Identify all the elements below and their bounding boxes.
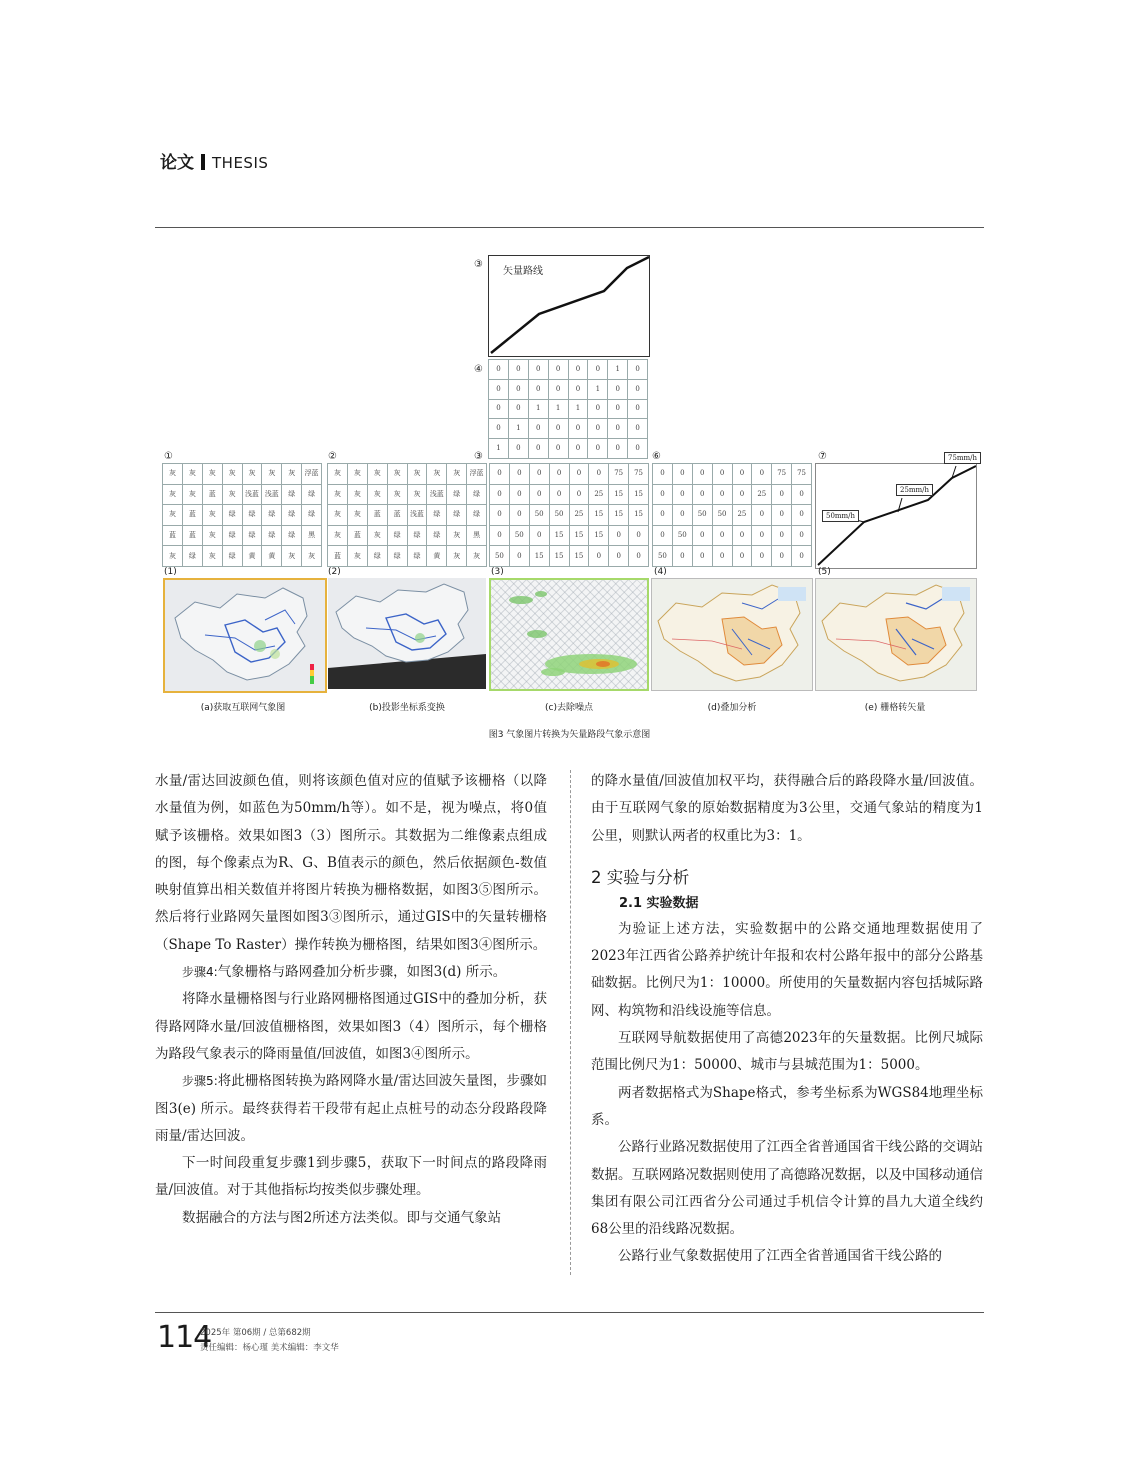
segment-vector-panel [815,454,978,569]
grid-cell: 0 [568,360,588,380]
grid-cell: 灰 [447,464,467,485]
grid-cell: 1 [508,419,528,439]
grid-cell: 绿 [242,525,262,546]
panel-num-3: ③ [474,451,483,462]
grid-cell: 灰 [202,546,222,567]
map-num-5: (5) [818,567,831,577]
grid-cell: 0 [628,439,648,459]
right-paragraph-5: 公路行业路况数据使用了江西全省普通国省干线公路的交调站数据。互联网路况数据则使用了高德路况数据，以及中国移动通信集团有限公司江西省分公司通过手机信令计算的昌九大道全线约68公里的沿线路况数据。 [591,1139,983,1238]
grid-cell: 0 [528,419,548,439]
grid-cell: 0 [588,399,608,419]
grid-cell: 15 [609,484,629,505]
grid-cell: 绿 [302,484,322,505]
grid-row [328,484,487,505]
grid-cell: 浮蓝 [302,464,322,485]
grid-cell: 蓝 [182,505,202,526]
grid-row [489,379,648,399]
left-column [155,768,547,1232]
grid-cell: 绿 [222,525,242,546]
grid-cell: 绿 [367,546,387,567]
grid-row [163,546,322,567]
grid-cell: 15 [609,505,629,526]
grid-cell: 0 [712,525,732,546]
grid-cell: 0 [752,464,772,485]
grid-row [490,525,649,546]
grid-cell: 灰 [407,464,427,485]
column-divider [570,770,571,1275]
grid-cell: 灰 [222,464,242,485]
grid-cell: 0 [490,484,510,505]
step4-text: 气象栅格与路网叠加分析步骤，如图3(d) 所示。 [217,964,507,981]
grid-cell: 0 [508,399,528,419]
running-header [160,148,268,173]
map-denoised [489,578,649,691]
header-section-en: THESIS [212,154,269,172]
panel-num-6: ⑥ [652,451,661,462]
grid-cell: 绿 [282,484,302,505]
grid-cell: 0 [509,464,529,485]
grid-cell: 50 [529,505,549,526]
grid-cell: 蓝 [387,505,407,526]
color-grid-original [162,463,322,567]
value-grid-overlay [652,463,812,567]
grid-cell: 0 [712,464,732,485]
color-grid-projected [327,463,487,567]
value-grid-precip [489,463,649,567]
grid-cell: 灰 [347,464,367,485]
grid-cell: 浮蓝 [467,464,487,485]
right-paragraph-4: 两者数据格式为Shape格式，参考坐标系为WGS84地理坐标系。 [591,1084,983,1128]
grid-cell: 0 [589,464,609,485]
grid-cell: 绿 [427,505,447,526]
grid-cell: 0 [772,546,792,567]
grid-cell: 0 [792,484,812,505]
grid-cell: 0 [588,360,608,380]
grid-row [653,484,812,505]
left-paragraph-4: 数据融合的方法与图2所述方法类似。即与交通气象站 [182,1209,502,1226]
subcaption-b: (b)投影坐标系变换 [369,703,445,713]
left-paragraph-2: 将降水量栅格图与行业路网栅格图通过GIS中的叠加分析，获得路网降水量/回波值栅格图，效果如图3（4）图所示，每个栅格为路段气象表示的降雨量值/回波值，如图3④图所示。 [155,991,547,1062]
subcaption-c: (c)去除噪点 [545,703,593,713]
grid-row [490,484,649,505]
grid-cell: 绿 [182,546,202,567]
grid-cell: 0 [490,464,510,485]
grid-cell: 0 [508,360,528,380]
step5-label: 步骤5: [182,1074,218,1089]
grid-cell: 0 [569,464,589,485]
grid-cell: 15 [629,505,649,526]
seg-label-25: 25mm/h [896,484,933,496]
grid-cell: 0 [772,525,792,546]
section-title: 2 实验与分析 [591,867,690,887]
grid-cell: 0 [629,546,649,567]
grid-cell: 灰 [242,464,262,485]
grid-cell: 黑 [467,525,487,546]
grid-row [490,505,649,526]
map-vector [815,578,977,691]
panel-num-road-raster: ④ [474,364,483,375]
grid-cell: 0 [672,464,692,485]
grid-cell: 浅蓝 [262,484,282,505]
grid-cell: 0 [528,360,548,380]
panel-num-1: ① [164,451,173,462]
grid-cell: 0 [629,525,649,546]
china-map-overlay [652,579,812,690]
grid-cell: 0 [509,546,529,567]
grid-cell: 0 [692,546,712,567]
grid-cell: 灰 [163,505,183,526]
grid-row [489,399,648,419]
map-num-4: (4) [654,567,667,577]
grid-cell: 灰 [302,546,322,567]
grid-row [328,464,487,485]
grid-cell: 绿 [387,525,407,546]
grid-cell: 0 [628,360,648,380]
grid-cell: 0 [508,379,528,399]
grid-cell: 灰 [367,484,387,505]
right-paragraph-6: 公路行业气象数据使用了江西全省普通国省干线公路的 [618,1248,942,1265]
grid-cell: 灰 [202,525,222,546]
grid-cell: 灰 [163,464,183,485]
vector-route-label: 矢量路线 [503,266,543,277]
grid-cell: 灰 [163,484,183,505]
subcaption-e: (e) 栅格转矢量 [864,703,926,713]
grid-cell: 0 [569,484,589,505]
panel-num-7: ⑦ [818,451,827,462]
subsection-title: 2.1 实验数据 [619,895,699,911]
grid-cell: 0 [732,464,752,485]
grid-cell: 绿 [427,525,447,546]
grid-cell: 0 [489,419,509,439]
grid-cell: 75 [609,464,629,485]
seg-label-50: 50mm/h [822,510,859,522]
grid-cell: 25 [569,505,589,526]
grid-cell: 0 [529,484,549,505]
grid-cell: 灰 [262,464,282,485]
grid-cell: 0 [489,360,509,380]
grid-cell: 0 [692,525,712,546]
grid-cell: 15 [549,525,569,546]
grid-cell: 0 [568,439,588,459]
grid-cell: 0 [528,379,548,399]
grid-cell: 灰 [328,505,348,526]
grid-cell: 0 [653,525,673,546]
map-num-3: (3) [491,567,504,577]
page-number: 114 [157,1320,212,1355]
grid-cell: 0 [628,379,648,399]
grid-cell: 灰 [367,525,387,546]
footer-rule [155,1312,984,1313]
footer-editors: 责任编辑：杨心瑾 美术编辑：李文华 [200,1343,339,1353]
grid-cell: 0 [549,484,569,505]
grid-cell: 0 [609,525,629,546]
grid-cell: 50 [509,525,529,546]
subcaption-a: (a)获取互联网气象图 [200,703,286,713]
grid-cell: 0 [608,399,628,419]
step5-text: 将此栅格图转换为路网降水量/雷达回波矢量图，步骤如图3(e) 所示。最终获得若干段带有起止点桩号的动态分段路段降雨量/雷达回波。 [155,1073,547,1144]
grid-cell: 0 [732,525,752,546]
grid-cell: 15 [569,546,589,567]
grid-cell: 灰 [282,464,302,485]
grid-cell: 25 [589,484,609,505]
grid-cell: 0 [489,399,509,419]
grid-cell: 灰 [282,546,302,567]
grid-cell: 0 [529,525,549,546]
grid-cell: 灰 [427,464,447,485]
grid-cell: 蓝 [328,546,348,567]
grid-cell: 绿 [407,525,427,546]
left-paragraph-1: 水量/雷达回波颜色值，则将该颜色值对应的值赋予该栅格（以降水量值为例，如蓝色为50mm/h等）。如不是，视为噪点，将0值赋予该栅格。效果如图3（3）图所示。其数据为二维像素点组成的图，每个像素点为R、G、B值表示的颜色，然后依据颜色-数值映射值算出相关数值并将图片转换为栅格数据，如图3⑤图所示。然后将行业路网矢量图如图3③图所示，通过GIS中的矢量转栅格（Shape To Raster）操作转换为栅格图，结果如图3④图所示。 [155,773,547,953]
grid-cell: 0 [792,546,812,567]
grid-cell: 15 [629,484,649,505]
panel-num-vector: ③ [474,259,483,270]
grid-cell: 0 [509,505,529,526]
grid-cell: 蓝 [202,484,222,505]
grid-cell: 灰 [467,546,487,567]
grid-cell: 0 [752,546,772,567]
grid-cell: 绿 [407,546,427,567]
grid-cell: 0 [490,525,510,546]
grid-cell: 0 [608,419,628,439]
header-divider [201,154,205,170]
grid-cell: 0 [589,546,609,567]
left-paragraph-3: 下一时间段重复步骤1到步骤5，获取下一时间点的路段降雨量/回波值。对于其他指标均按类似步骤处理。 [155,1155,547,1199]
grid-cell: 灰 [222,484,242,505]
grid-cell: 0 [548,360,568,380]
grid-row [163,505,322,526]
grid-cell: 0 [588,419,608,439]
grid-cell: 0 [548,439,568,459]
map-projected [328,578,486,689]
grid-cell: 绿 [222,505,242,526]
map-overlay [651,578,813,691]
grid-cell: 50 [672,525,692,546]
grid-cell: 0 [752,505,772,526]
subcaption-d: (d)叠加分析 [707,703,757,713]
grid-cell: 15 [589,525,609,546]
grid-cell: 灰 [347,505,367,526]
grid-cell: 1 [528,399,548,419]
grid-cell: 绿 [387,546,407,567]
grid-cell: 灰 [387,464,407,485]
grid-cell: 灰 [163,546,183,567]
grid-cell: 灰 [387,484,407,505]
grid-cell: 灰 [347,484,367,505]
grid-cell: 0 [528,439,548,459]
grid-cell: 0 [490,505,510,526]
header-section-cn: 论文 [160,153,194,173]
grid-cell: 15 [569,525,589,546]
grid-cell: 绿 [262,525,282,546]
grid-cell: 0 [672,546,692,567]
grid-row [653,505,812,526]
road-raster-grid [488,359,648,459]
china-map-projected [328,578,486,689]
grid-cell: 0 [692,484,712,505]
grid-cell: 灰 [407,484,427,505]
grid-cell: 0 [672,505,692,526]
grid-cell: 0 [772,484,792,505]
vector-route-panel [488,255,650,357]
grid-cell: 灰 [182,464,202,485]
grid-cell: 灰 [202,464,222,485]
grid-cell: 0 [792,525,812,546]
grid-cell: 75 [792,464,812,485]
grid-cell: 0 [548,379,568,399]
grid-cell: 蓝 [182,525,202,546]
grid-cell: 15 [529,546,549,567]
header-rule [155,227,984,228]
grid-cell: 0 [509,484,529,505]
grid-cell: 0 [588,439,608,459]
grid-cell: 绿 [282,525,302,546]
grid-cell: 绿 [447,484,467,505]
vector-route-line [491,257,649,353]
grid-cell: 蓝 [347,525,367,546]
grid-cell: 灰 [447,525,467,546]
grid-row [653,464,812,485]
seg-label-75: 75mm/h [944,452,981,464]
grid-row [328,546,487,567]
grid-cell: 15 [589,505,609,526]
panel-num-2: ② [328,451,337,462]
grid-cell: 50 [712,505,732,526]
map-raw-weather [163,578,327,693]
grid-cell: 15 [549,546,569,567]
grid-cell: 0 [608,379,628,399]
right-paragraph-2: 为验证上述方法，实验数据中的公路交通地理数据使用了2023年江西省公路养护统计年报和农村公路年报中的部分公路基础数据。比例尺为1：10000。所使用的矢量数据内容包括城际路网、构筑物和沿线设施等信息。 [591,920,983,1019]
grid-row [163,484,322,505]
grid-cell: 1 [489,439,509,459]
grid-row [163,464,322,485]
grid-cell: 0 [772,505,792,526]
grid-cell: 1 [568,399,588,419]
grid-cell: 0 [653,464,673,485]
grid-cell: 灰 [447,546,467,567]
grid-cell: 0 [548,419,568,439]
grid-cell: 0 [672,484,692,505]
grid-cell: 50 [692,505,712,526]
grid-cell: 0 [732,484,752,505]
grid-cell: 灰 [367,464,387,485]
grid-cell: 25 [752,484,772,505]
grid-cell: 黑 [302,525,322,546]
precip-blobs [491,580,647,689]
grid-cell: 灰 [182,484,202,505]
right-paragraph-1: 的降水量值/回波值加权平均，获得融合后的路段降水量/回波值。由于互联网气象的原始数据精度为3公里，交通气象站的精度为1公里，则默认两者的权重比为3：1。 [591,773,983,844]
map-num-2: (2) [328,567,341,577]
grid-row [489,419,648,439]
figure-caption: 图3 气象图片转换为矢量路段气象示意图 [488,730,651,740]
grid-cell: 0 [628,399,648,419]
grid-cell: 50 [490,546,510,567]
grid-cell: 1 [548,399,568,419]
grid-cell: 0 [653,505,673,526]
grid-cell: 浅蓝 [427,484,447,505]
grid-cell: 绿 [242,505,262,526]
grid-cell: 25 [732,505,752,526]
grid-row [163,525,322,546]
grid-cell: 绿 [302,505,322,526]
grid-cell: 0 [752,525,772,546]
grid-cell: 0 [792,505,812,526]
right-column [591,768,983,1271]
right-paragraph-3: 互联网导航数据使用了高德2023年的矢量数据。比例尺城际范围比例尺为1：50000、城市与县城范围为1：5000。 [591,1030,983,1074]
grid-cell: 蓝 [367,505,387,526]
footer-issue: 2025年 第06期 / 总第682期 [200,1328,311,1338]
grid-cell: 50 [549,505,569,526]
map-num-1: (1) [164,567,177,577]
grid-cell: 75 [629,464,649,485]
grid-row [653,525,812,546]
grid-row [489,439,648,459]
grid-cell: 灰 [202,505,222,526]
grid-row [490,464,649,485]
grid-cell: 黄 [242,546,262,567]
grid-cell: 黄 [427,546,447,567]
grid-cell: 0 [692,464,712,485]
grid-cell: 灰 [328,525,348,546]
grid-cell: 浅蓝 [242,484,262,505]
grid-cell: 0 [628,419,648,439]
grid-cell: 0 [712,546,732,567]
grid-cell: 0 [568,419,588,439]
grid-cell: 绿 [447,505,467,526]
china-map-raw [165,580,325,691]
grid-cell: 0 [568,379,588,399]
grid-cell: 0 [549,464,569,485]
grid-row [328,525,487,546]
grid-row [653,546,812,567]
grid-cell: 1 [588,379,608,399]
grid-cell: 75 [772,464,792,485]
grid-cell: 0 [653,484,673,505]
grid-cell: 绿 [467,505,487,526]
grid-cell: 50 [653,546,673,567]
left-step4 [155,959,547,986]
grid-cell: 灰 [328,484,348,505]
grid-cell: 0 [508,439,528,459]
grid-row [328,505,487,526]
grid-cell: 蓝 [163,525,183,546]
grid-cell: 绿 [467,484,487,505]
grid-cell: 1 [608,360,628,380]
grid-row [490,546,649,567]
grid-cell: 0 [608,439,628,459]
grid-cell: 0 [489,379,509,399]
grid-cell: 灰 [328,464,348,485]
grid-cell: 0 [609,546,629,567]
grid-cell: 0 [712,484,732,505]
china-map-vector [816,579,976,690]
grid-row [489,360,648,380]
grid-cell: 绿 [222,546,242,567]
step4-label: 步骤4: [182,965,218,980]
grid-cell: 绿 [262,505,282,526]
grid-cell: 浅蓝 [407,505,427,526]
grid-cell: 灰 [347,546,367,567]
vector-route-svg [489,256,649,356]
left-step5 [155,1068,547,1150]
grid-cell: 0 [732,546,752,567]
grid-cell: 黄 [262,546,282,567]
grid-cell: 绿 [282,505,302,526]
grid-cell: 0 [529,464,549,485]
